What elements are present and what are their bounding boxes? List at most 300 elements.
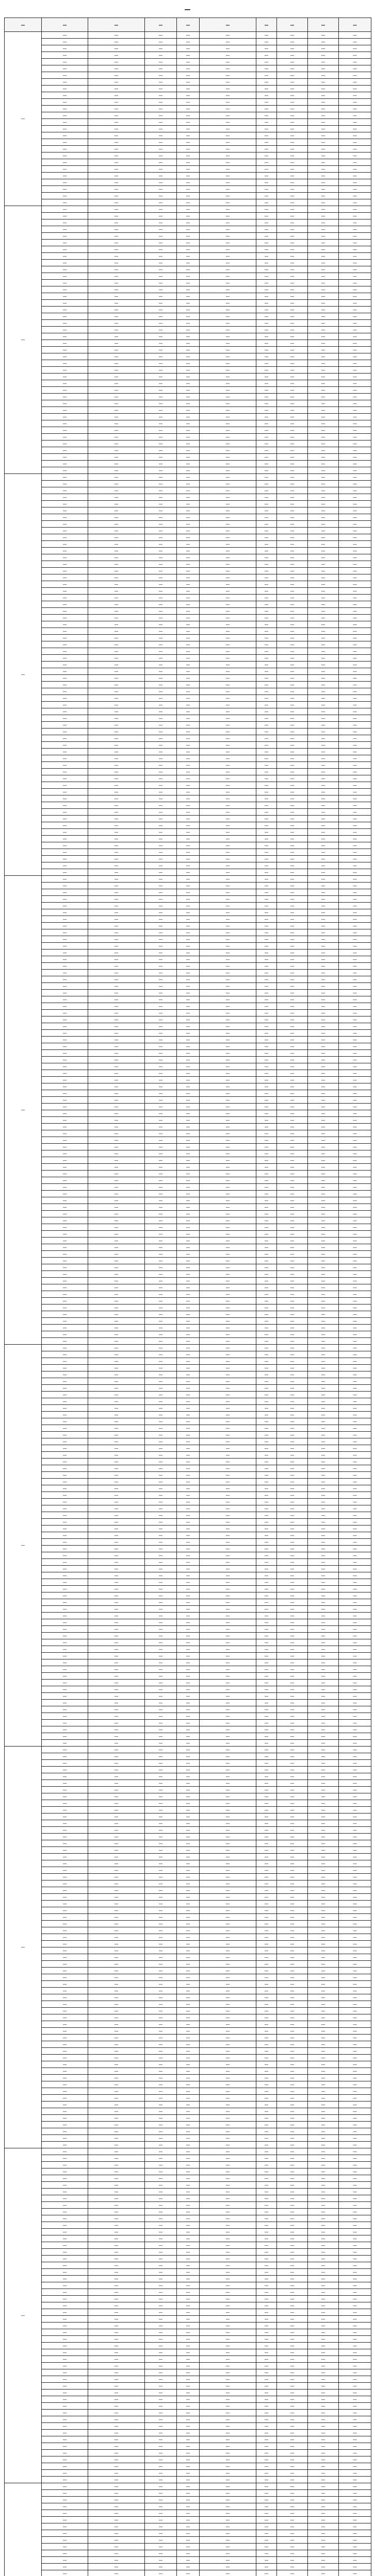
table-cell: — bbox=[308, 1800, 339, 1807]
table-cell: — bbox=[256, 72, 277, 79]
table-cell: — bbox=[277, 1465, 308, 1472]
table-cell: — bbox=[200, 856, 256, 862]
table-cell: — bbox=[145, 1398, 177, 1405]
table-row bbox=[5, 1378, 371, 1385]
table-cell: — bbox=[308, 2450, 339, 2456]
table-cell: — bbox=[308, 789, 339, 795]
table-cell: — bbox=[88, 1820, 145, 1827]
table-cell: — bbox=[339, 1988, 371, 1994]
table-row bbox=[5, 534, 371, 541]
table-cell: — bbox=[339, 1485, 371, 1492]
table-cell: — bbox=[42, 1472, 88, 1479]
table-row bbox=[5, 1907, 371, 1914]
table-cell: — bbox=[42, 487, 88, 494]
table-cell: — bbox=[339, 1177, 371, 1184]
table-cell: — bbox=[42, 1767, 88, 1773]
table-cell: — bbox=[42, 2296, 88, 2302]
table-cell: — bbox=[88, 1365, 145, 1371]
table-row bbox=[5, 427, 371, 434]
table-cell: — bbox=[200, 1793, 256, 1800]
table-cell: — bbox=[277, 481, 308, 487]
table-cell: — bbox=[308, 1653, 339, 1659]
table-cell: — bbox=[177, 2302, 200, 2309]
table-cell: — bbox=[339, 1083, 371, 1090]
table-cell: — bbox=[277, 494, 308, 501]
table-cell: — bbox=[177, 1680, 200, 1686]
table-cell: — bbox=[256, 1023, 277, 1030]
table-cell: — bbox=[277, 2028, 308, 2035]
table-row bbox=[5, 487, 371, 494]
table-cell: — bbox=[256, 2088, 277, 2095]
table-row bbox=[5, 152, 371, 159]
table-cell: — bbox=[88, 2215, 145, 2222]
table-cell: — bbox=[339, 193, 371, 199]
table-cell: — bbox=[42, 1164, 88, 1171]
table-cell: — bbox=[42, 568, 88, 574]
table-cell: — bbox=[42, 2436, 88, 2443]
table-cell: — bbox=[42, 273, 88, 280]
table-cell: — bbox=[256, 253, 277, 260]
table-cell: — bbox=[200, 1191, 256, 1197]
table-cell: — bbox=[308, 1284, 339, 1291]
table-cell: — bbox=[88, 2537, 145, 2544]
table-cell: — bbox=[177, 561, 200, 568]
table-cell: — bbox=[277, 621, 308, 628]
table-cell: — bbox=[256, 1124, 277, 1130]
table-cell: — bbox=[145, 2383, 177, 2389]
table-cell: — bbox=[200, 414, 256, 420]
table-cell: — bbox=[177, 159, 200, 166]
table-cell: — bbox=[88, 1251, 145, 1258]
table-cell: — bbox=[200, 2309, 256, 2316]
table-cell: — bbox=[308, 2202, 339, 2209]
table-cell: — bbox=[256, 2008, 277, 2014]
table-cell: — bbox=[177, 615, 200, 621]
table-cell: — bbox=[339, 1546, 371, 1552]
table-cell: — bbox=[256, 2477, 277, 2483]
table-cell: — bbox=[42, 715, 88, 722]
table-cell: — bbox=[277, 1880, 308, 1887]
table-cell: — bbox=[88, 1217, 145, 1224]
table-row bbox=[5, 1659, 371, 1666]
table-cell: — bbox=[145, 795, 177, 802]
table-cell: — bbox=[256, 1706, 277, 1713]
table-cell: — bbox=[177, 1633, 200, 1639]
table-cell: — bbox=[42, 1961, 88, 1968]
table-cell: — bbox=[42, 1512, 88, 1519]
table-cell: — bbox=[88, 447, 145, 454]
table-row bbox=[5, 2142, 371, 2148]
table-cell: — bbox=[145, 2323, 177, 2329]
table-cell: — bbox=[308, 1579, 339, 1586]
table-row bbox=[5, 193, 371, 199]
table-cell: — bbox=[308, 266, 339, 273]
table-cell: — bbox=[88, 2122, 145, 2128]
table-cell: — bbox=[88, 849, 145, 856]
table-cell: — bbox=[339, 1974, 371, 1981]
table-cell: — bbox=[42, 869, 88, 876]
table-cell: — bbox=[308, 2269, 339, 2276]
table-cell: — bbox=[308, 1981, 339, 1988]
table-cell: — bbox=[308, 320, 339, 327]
table-cell: — bbox=[88, 695, 145, 702]
table-cell: — bbox=[200, 467, 256, 474]
table-cell: — bbox=[177, 213, 200, 219]
table-cell: — bbox=[200, 2336, 256, 2343]
table-cell: — bbox=[42, 126, 88, 132]
table-cell: — bbox=[339, 1412, 371, 1418]
table-cell: — bbox=[339, 1820, 371, 1827]
table-cell: — bbox=[177, 548, 200, 554]
table-cell: — bbox=[42, 447, 88, 454]
table-row bbox=[5, 2289, 371, 2296]
table-cell: — bbox=[339, 1666, 371, 1673]
table-cell: — bbox=[177, 1258, 200, 1264]
table-cell: — bbox=[308, 1171, 339, 1177]
table-cell: — bbox=[200, 199, 256, 206]
table-cell: — bbox=[145, 1968, 177, 1974]
table-cell: — bbox=[145, 394, 177, 400]
table-cell: — bbox=[308, 1385, 339, 1392]
table-cell: — bbox=[200, 970, 256, 976]
table-row bbox=[5, 461, 371, 467]
table-cell: — bbox=[145, 1271, 177, 1278]
table-cell: — bbox=[256, 1438, 277, 1445]
table-cell: — bbox=[145, 1238, 177, 1244]
table-cell: — bbox=[177, 1807, 200, 1814]
table-cell: — bbox=[42, 856, 88, 862]
table-row bbox=[5, 648, 371, 655]
table-cell: — bbox=[256, 983, 277, 990]
table-cell: — bbox=[42, 1633, 88, 1639]
table-cell: — bbox=[308, 2028, 339, 2035]
table-cell: — bbox=[339, 1244, 371, 1251]
table-cell: — bbox=[145, 1559, 177, 1566]
table-cell: — bbox=[200, 99, 256, 106]
table-cell: — bbox=[256, 1452, 277, 1459]
table-row bbox=[5, 816, 371, 822]
table-cell: — bbox=[177, 1191, 200, 1197]
table-cell: — bbox=[145, 1083, 177, 1090]
table-cell: — bbox=[339, 2008, 371, 2014]
table-cell: — bbox=[200, 816, 256, 822]
table-cell: — bbox=[42, 467, 88, 474]
table-cell: — bbox=[256, 2289, 277, 2296]
table-cell: — bbox=[177, 1814, 200, 1820]
table-cell: — bbox=[308, 601, 339, 608]
table-cell: — bbox=[42, 2416, 88, 2423]
table-cell: — bbox=[88, 1485, 145, 1492]
table-cell: — bbox=[42, 1659, 88, 1666]
table-cell: — bbox=[145, 1144, 177, 1150]
table-cell: — bbox=[177, 2544, 200, 2550]
table-cell: — bbox=[200, 193, 256, 199]
table-cell: — bbox=[145, 1606, 177, 1613]
table-cell: — bbox=[177, 1653, 200, 1659]
table-cell: — bbox=[145, 2329, 177, 2336]
table-row bbox=[5, 1365, 371, 1371]
table-row bbox=[5, 1519, 371, 1526]
table-cell: — bbox=[339, 2081, 371, 2088]
table-cell: — bbox=[88, 2349, 145, 2356]
table-cell: — bbox=[177, 2477, 200, 2483]
table-cell: — bbox=[256, 923, 277, 929]
table-cell: — bbox=[88, 45, 145, 52]
table-cell: — bbox=[145, 909, 177, 916]
table-cell: — bbox=[177, 1566, 200, 1572]
table-cell: — bbox=[42, 2095, 88, 2102]
table-cell: — bbox=[42, 112, 88, 119]
table-cell: — bbox=[256, 635, 277, 641]
table-cell: — bbox=[42, 655, 88, 662]
table-cell: — bbox=[308, 1947, 339, 1954]
table-cell: — bbox=[42, 253, 88, 260]
table-cell: — bbox=[277, 1177, 308, 1184]
table-cell: — bbox=[177, 1271, 200, 1278]
table-cell: — bbox=[200, 1177, 256, 1184]
table-cell: — bbox=[308, 809, 339, 816]
table-cell: — bbox=[308, 2389, 339, 2396]
table-cell: — bbox=[277, 347, 308, 353]
table-cell: — bbox=[308, 782, 339, 789]
table-cell: — bbox=[42, 186, 88, 193]
table-cell: — bbox=[145, 1499, 177, 1505]
table-cell: — bbox=[339, 2168, 371, 2175]
table-cell: — bbox=[88, 990, 145, 996]
table-cell: — bbox=[256, 2048, 277, 2055]
table-row bbox=[5, 1867, 371, 1874]
table-cell: — bbox=[256, 461, 277, 467]
table-cell: — bbox=[200, 447, 256, 454]
table-cell: — bbox=[339, 970, 371, 976]
table-cell: — bbox=[177, 1968, 200, 1974]
table-cell: — bbox=[256, 708, 277, 715]
table-cell: — bbox=[88, 414, 145, 420]
table-cell: — bbox=[42, 2215, 88, 2222]
table-cell: — bbox=[277, 595, 308, 601]
table-cell: — bbox=[308, 1720, 339, 1726]
table-row bbox=[5, 2537, 371, 2544]
table-cell: — bbox=[145, 179, 177, 186]
table-cell: — bbox=[177, 2175, 200, 2182]
table-row bbox=[5, 79, 371, 86]
table-cell: — bbox=[277, 2537, 308, 2544]
table-cell: — bbox=[200, 1030, 256, 1037]
table-cell: — bbox=[308, 715, 339, 722]
table-cell: — bbox=[177, 2564, 200, 2570]
table-row bbox=[5, 1472, 371, 1479]
table-cell: — bbox=[339, 836, 371, 842]
table-row bbox=[5, 1432, 371, 1438]
table-cell: — bbox=[256, 1633, 277, 1639]
table-cell: — bbox=[88, 1512, 145, 1519]
table-cell: — bbox=[256, 2483, 277, 2490]
table-cell: — bbox=[145, 1586, 177, 1592]
table-cell: — bbox=[308, 675, 339, 682]
table-cell: — bbox=[88, 1706, 145, 1713]
table-cell: — bbox=[145, 1753, 177, 1760]
table-cell: — bbox=[339, 1238, 371, 1244]
table-cell: — bbox=[308, 447, 339, 454]
table-row bbox=[5, 1733, 371, 1740]
table-row bbox=[5, 2396, 371, 2403]
table-cell: — bbox=[256, 581, 277, 588]
table-cell: — bbox=[145, 286, 177, 293]
table-cell: — bbox=[200, 675, 256, 682]
table-cell: — bbox=[42, 889, 88, 896]
table-cell: — bbox=[42, 682, 88, 688]
table-cell: — bbox=[256, 514, 277, 521]
table-cell: — bbox=[177, 1700, 200, 1706]
table-cell: — bbox=[256, 45, 277, 52]
table-cell: — bbox=[42, 2423, 88, 2430]
table-cell: — bbox=[88, 1063, 145, 1070]
table-cell: — bbox=[145, 916, 177, 923]
table-cell: — bbox=[88, 936, 145, 943]
table-cell: — bbox=[339, 467, 371, 474]
table-cell: — bbox=[177, 1090, 200, 1097]
table-cell: — bbox=[308, 728, 339, 735]
table-cell: — bbox=[256, 2517, 277, 2523]
table-cell: — bbox=[88, 1459, 145, 1465]
table-row bbox=[5, 72, 371, 79]
table-cell: — bbox=[42, 260, 88, 266]
table-cell: — bbox=[256, 2430, 277, 2436]
table-cell: — bbox=[308, 2235, 339, 2242]
table-cell: — bbox=[200, 1244, 256, 1251]
table-cell: — bbox=[256, 1325, 277, 1331]
table-cell: — bbox=[339, 1479, 371, 1485]
table-cell: — bbox=[256, 1747, 277, 1753]
table-cell: — bbox=[339, 1030, 371, 1037]
table-cell: — bbox=[277, 2343, 308, 2349]
table-cell: — bbox=[42, 2122, 88, 2128]
table-cell: — bbox=[308, 581, 339, 588]
table-cell: — bbox=[308, 2336, 339, 2343]
table-cell: — bbox=[308, 1887, 339, 1894]
column-header: — bbox=[42, 18, 88, 32]
table-cell: — bbox=[42, 2222, 88, 2229]
table-cell: — bbox=[200, 1954, 256, 1961]
table-cell: — bbox=[308, 2195, 339, 2202]
table-cell: — bbox=[308, 735, 339, 742]
table-cell: — bbox=[339, 769, 371, 775]
table-cell: — bbox=[308, 1619, 339, 1626]
table-row bbox=[5, 2557, 371, 2564]
table-cell: — bbox=[200, 1653, 256, 1659]
table-cell: — bbox=[339, 869, 371, 876]
table-cell: — bbox=[256, 2450, 277, 2456]
table-cell: — bbox=[88, 454, 145, 461]
table-cell: — bbox=[88, 2229, 145, 2235]
table-cell: — bbox=[308, 1646, 339, 1653]
table-cell: — bbox=[42, 615, 88, 621]
table-row bbox=[5, 119, 371, 126]
table-cell: — bbox=[339, 2075, 371, 2081]
table-cell: — bbox=[88, 608, 145, 615]
table-cell: — bbox=[277, 1532, 308, 1539]
table-cell: — bbox=[88, 2102, 145, 2108]
table-cell: — bbox=[308, 2276, 339, 2282]
table-cell: — bbox=[339, 976, 371, 983]
table-row bbox=[5, 2510, 371, 2517]
table-row bbox=[5, 414, 371, 420]
table-cell: — bbox=[177, 39, 200, 45]
table-cell: — bbox=[200, 1814, 256, 1820]
table-cell: — bbox=[88, 206, 145, 213]
table-row bbox=[5, 1633, 371, 1639]
table-cell: — bbox=[256, 340, 277, 347]
table-cell: — bbox=[42, 628, 88, 635]
table-cell: — bbox=[200, 883, 256, 889]
table-cell: — bbox=[145, 494, 177, 501]
table-cell: — bbox=[177, 347, 200, 353]
table-cell: — bbox=[177, 32, 200, 39]
table-cell: — bbox=[88, 1559, 145, 1566]
table-cell: — bbox=[308, 52, 339, 59]
table-cell: — bbox=[308, 822, 339, 829]
table-cell: — bbox=[256, 1492, 277, 1499]
table-cell: — bbox=[177, 775, 200, 782]
table-cell: — bbox=[177, 1077, 200, 1083]
table-cell: — bbox=[145, 970, 177, 976]
table-cell: — bbox=[42, 286, 88, 293]
table-cell: — bbox=[277, 1217, 308, 1224]
table-cell: — bbox=[88, 1003, 145, 1010]
table-cell: — bbox=[88, 1887, 145, 1894]
table-cell: — bbox=[42, 2028, 88, 2035]
table-cell: — bbox=[88, 1097, 145, 1104]
table-cell: — bbox=[339, 1157, 371, 1164]
table-cell: — bbox=[308, 1673, 339, 1680]
table-cell: — bbox=[339, 2323, 371, 2329]
table-cell: — bbox=[42, 1592, 88, 1599]
table-row bbox=[5, 1231, 371, 1238]
table-cell: — bbox=[339, 1251, 371, 1258]
table-cell: — bbox=[200, 1981, 256, 1988]
table-cell: — bbox=[177, 2162, 200, 2168]
table-cell: — bbox=[42, 2316, 88, 2323]
table-cell: — bbox=[277, 2222, 308, 2229]
table-cell: — bbox=[88, 1204, 145, 1211]
table-cell: — bbox=[200, 1633, 256, 1639]
column-header: — bbox=[177, 18, 200, 32]
table-cell: — bbox=[256, 601, 277, 608]
table-cell: — bbox=[308, 1820, 339, 1827]
table-row bbox=[5, 2564, 371, 2570]
table-cell: — bbox=[339, 956, 371, 963]
table-cell: — bbox=[88, 2363, 145, 2369]
table-cell: — bbox=[256, 186, 277, 193]
table-cell: — bbox=[256, 1144, 277, 1150]
table-cell: — bbox=[339, 2523, 371, 2530]
table-cell: — bbox=[277, 2128, 308, 2135]
table-cell: — bbox=[88, 1043, 145, 1050]
table-cell: — bbox=[308, 1532, 339, 1539]
table-cell: — bbox=[277, 829, 308, 836]
table-row bbox=[5, 260, 371, 266]
table-cell: — bbox=[339, 742, 371, 749]
table-cell: — bbox=[145, 1258, 177, 1264]
table-cell: — bbox=[145, 1325, 177, 1331]
table-cell: — bbox=[42, 1083, 88, 1090]
table-cell: — bbox=[42, 1505, 88, 1512]
table-cell: — bbox=[177, 795, 200, 802]
table-cell: — bbox=[145, 112, 177, 119]
table-cell: — bbox=[42, 2202, 88, 2209]
table-cell: — bbox=[308, 688, 339, 695]
table-cell: — bbox=[256, 226, 277, 233]
